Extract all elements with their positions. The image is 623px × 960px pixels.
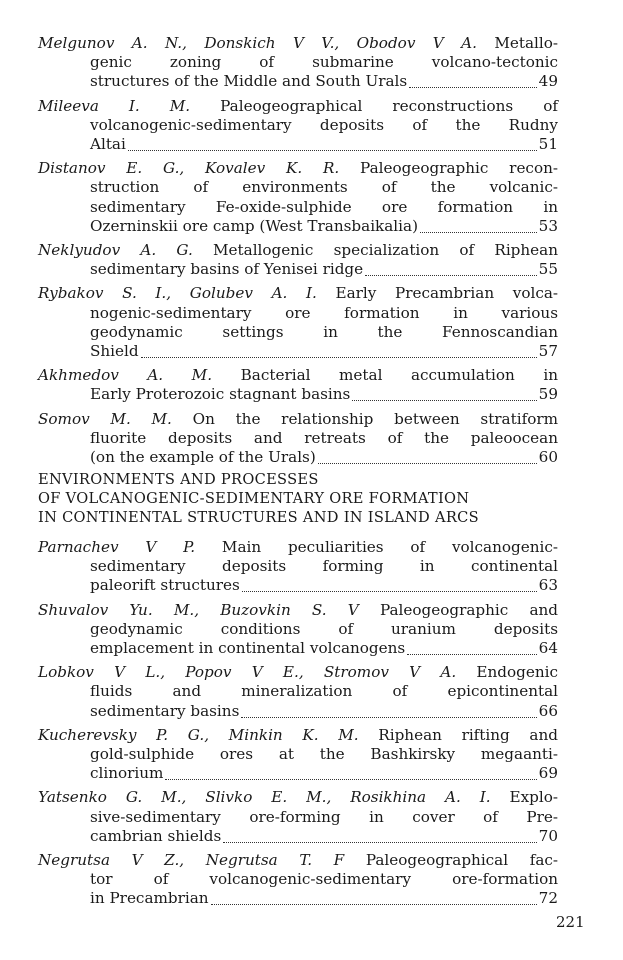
toc-entry-title-line: sedimentary Fe-oxide-sulphide ore formation in xyxy=(90,197,558,216)
toc-entry-page-number: 49 xyxy=(538,72,558,91)
toc-entry-first-line xyxy=(38,663,558,682)
toc-entry-last-line xyxy=(38,217,558,236)
toc-entry xyxy=(38,851,558,909)
toc-entry-last-line xyxy=(38,702,558,721)
toc-entry-title-start: Metallo- xyxy=(494,34,559,52)
toc-entry-first-line xyxy=(38,241,558,260)
toc-entry xyxy=(38,366,558,404)
toc-entry-title-end: sedimentary basins of Yenisei ridge xyxy=(90,260,364,279)
toc-entry-title-start: Early Precambrian volca- xyxy=(335,284,559,303)
toc-entry-title-start: Endogenic xyxy=(476,663,558,682)
toc-entry-page-number: 53 xyxy=(538,216,558,235)
toc-entry-page-number: 63 xyxy=(538,576,558,595)
toc-entry-title-start: Paleogeographic recon- xyxy=(360,159,558,178)
toc-entry-title-line: fluorite deposits and retreats of the paleoocean xyxy=(90,428,558,447)
toc-entry-title-end: sedimentary basins xyxy=(90,701,240,720)
toc-entry-first-line xyxy=(38,538,558,557)
toc-entry-title-end: clinorium xyxy=(90,764,164,783)
toc-entry-last-line xyxy=(38,889,558,908)
toc-entry xyxy=(38,241,558,279)
toc-entry xyxy=(38,97,558,155)
toc-entry-title-line: sedimentary deposits forming in continental xyxy=(90,557,558,576)
toc-entry-title-start: Paleogeographic and xyxy=(379,600,559,619)
toc-entry-title-line: nogenic-sedimentary ore formation in various xyxy=(90,303,558,322)
toc-entry-first-line xyxy=(38,410,558,429)
toc-entry-last-line xyxy=(38,260,558,279)
toc-entry-title-line: struction of environments of the volcanic- xyxy=(90,178,558,197)
toc-entry-authors: Somov M. M. xyxy=(38,409,172,428)
toc-entry-authors: Rybakov S. I., Golubev A. I. xyxy=(38,284,317,303)
toc-entry-first-line xyxy=(38,159,558,178)
toc-entry-page-number: 70 xyxy=(538,826,558,845)
section-heading xyxy=(38,470,578,528)
dot-leader xyxy=(420,217,537,233)
dot-leader xyxy=(223,827,536,843)
toc-entry-page-number: 59 xyxy=(538,385,558,404)
section-heading-line-3: IN CONTINENTAL STRUCTURES AND IN ISLAND ARCS xyxy=(38,509,479,527)
toc-entry-page-number: 57 xyxy=(538,342,558,361)
toc-entry-page-number: 72 xyxy=(538,889,558,908)
toc-entry-title-start: Main peculiarities of volcanogenic- xyxy=(221,538,559,556)
toc-entry-authors: Distanov E. G., Kovalev K. R. xyxy=(38,159,340,178)
toc-entry-title-line: tor of volcanogenic-sedimentary ore-formation xyxy=(90,870,558,889)
toc-entry-last-line xyxy=(38,639,558,658)
toc-entry-last-line xyxy=(38,342,558,361)
dot-leader xyxy=(352,385,536,401)
toc-entry xyxy=(38,726,558,784)
toc-entries-bottom xyxy=(38,538,558,914)
toc-entry-page-number: 55 xyxy=(538,260,558,279)
toc-entry-title-start: On the relationship between stratiform xyxy=(192,409,558,428)
toc-entry-authors: Melgunov A. N., Donskich V V., Obodov V A. xyxy=(38,34,477,52)
toc-entry-page-number: 69 xyxy=(538,764,558,783)
dot-leader xyxy=(165,764,536,780)
toc-entry xyxy=(38,284,558,361)
dot-leader xyxy=(128,135,537,151)
toc-entry-authors: Shuvalov Yu. M., Buzovkin S. V xyxy=(38,600,359,619)
dot-leader xyxy=(318,448,537,464)
toc-entry-last-line xyxy=(38,385,558,404)
toc-entry-title-start: Explo- xyxy=(509,788,559,807)
toc-entry-last-line xyxy=(38,135,558,154)
toc-entry-authors: Akhmedov A. M. xyxy=(38,366,213,385)
toc-entry xyxy=(38,159,558,236)
toc-entry-first-line xyxy=(38,366,558,385)
toc-entry-title-line: fluids and mineralization of epicontinental xyxy=(90,682,558,701)
toc-entry xyxy=(38,601,558,659)
dot-leader xyxy=(211,889,537,905)
toc-entry xyxy=(38,410,558,468)
toc-entry-title-end: in Precambrian xyxy=(90,889,209,908)
dot-leader xyxy=(141,342,537,358)
toc-entry-authors: Parnachev V P. xyxy=(38,538,196,556)
toc-entry-last-line xyxy=(38,827,558,846)
toc-entry-authors: Lobkov V L., Popov V E., Stromov V A. xyxy=(38,663,457,682)
toc-entry-first-line xyxy=(38,851,558,870)
toc-entry-first-line xyxy=(38,788,558,807)
toc-entry-last-line xyxy=(38,764,558,783)
toc-entry-title-end: Ozerninskii ore camp (West Transbaikalia) xyxy=(90,216,419,235)
toc-entry-first-line xyxy=(38,97,558,116)
toc-entry-title-end: emplacement in continental volcanogens xyxy=(90,639,406,658)
toc-entry-title-start: Paleogeographical fac- xyxy=(365,851,559,870)
toc-entry-last-line xyxy=(38,576,558,595)
dot-leader xyxy=(241,702,536,718)
dot-leader xyxy=(242,576,537,592)
toc-entry-first-line xyxy=(38,601,558,620)
toc-entry-title-line: sive-sedimentary ore-forming in cover of Pre- xyxy=(90,807,558,826)
toc-entry-last-line xyxy=(38,72,558,91)
toc-entry-title-end: paleorift structures xyxy=(90,576,240,595)
toc-entry-authors: Negrutsa V Z., Negrutsa T. F xyxy=(38,851,345,870)
toc-entry-page-number: 60 xyxy=(538,448,558,467)
toc-entry-title-start: Bacterial metal accumulation in xyxy=(240,366,559,385)
dot-leader xyxy=(365,260,537,276)
toc-entry-title-line: geodynamic conditions of uranium deposits xyxy=(90,619,558,638)
toc-entry-title-line: volcanogenic-sedimentary deposits of the Rudny xyxy=(90,115,558,134)
toc-entry-title-end: structures of the Middle and South Urals xyxy=(90,72,408,91)
toc-entry xyxy=(38,538,558,596)
toc-entry-page-number: 64 xyxy=(538,639,558,658)
dot-leader xyxy=(409,72,536,88)
toc-entry-title-end: Shield xyxy=(90,342,139,361)
toc-entry-authors: Neklyudov A. G. xyxy=(38,241,193,260)
toc-entry-page-number: 66 xyxy=(538,701,558,720)
toc-entry-authors: Mileeva I. M. xyxy=(38,96,191,115)
toc-entries-top xyxy=(38,34,558,472)
toc-entry-first-line xyxy=(38,284,558,303)
toc-entry-first-line xyxy=(38,726,558,745)
toc-entry-title-line: geodynamic settings in the Fennoscandian xyxy=(90,322,558,341)
section-heading-line-2: OF VOLCANOGENIC-SEDIMENTARY ORE FORMATION xyxy=(38,490,470,508)
toc-entry-last-line xyxy=(38,448,558,467)
toc-entry-title-end: Altai xyxy=(90,135,126,154)
toc-entry-title-end: Early Proterozoic stagnant basins xyxy=(90,385,351,404)
section-heading-line-1: ENVIRONMENTS AND PROCESSES xyxy=(38,471,319,488)
toc-entry-title-line: gold-sulphide ores at the Bashkirsky megaanti- xyxy=(90,745,558,764)
toc-entry-title-start: Riphean rifting and xyxy=(378,725,558,744)
toc-entry-title-start: Paleogeographical reconstructions of xyxy=(220,96,558,115)
toc-entry xyxy=(38,788,558,846)
toc-entry-title-end: (on the example of the Urals) xyxy=(90,448,316,467)
toc-entry-title-line: genic zoning of submarine volcano-tectonic xyxy=(90,53,558,72)
toc-entry-first-line xyxy=(38,34,558,53)
toc-entry-page-number: 51 xyxy=(538,135,558,154)
dot-leader xyxy=(407,639,536,655)
toc-entry xyxy=(38,34,558,92)
toc-entry xyxy=(38,663,558,721)
toc-entry-authors: Yatsenko G. M., Slivko E. M., Rosikhina A. I. xyxy=(38,788,491,807)
toc-entry-title-end: cambrian shields xyxy=(90,826,222,845)
page-number: 221 xyxy=(556,913,585,931)
toc-entry-authors: Kucherevsky P. G., Minkin K. M. xyxy=(38,725,359,744)
toc-entry-title-start: Metallogenic specialization of Riphean xyxy=(213,241,559,260)
